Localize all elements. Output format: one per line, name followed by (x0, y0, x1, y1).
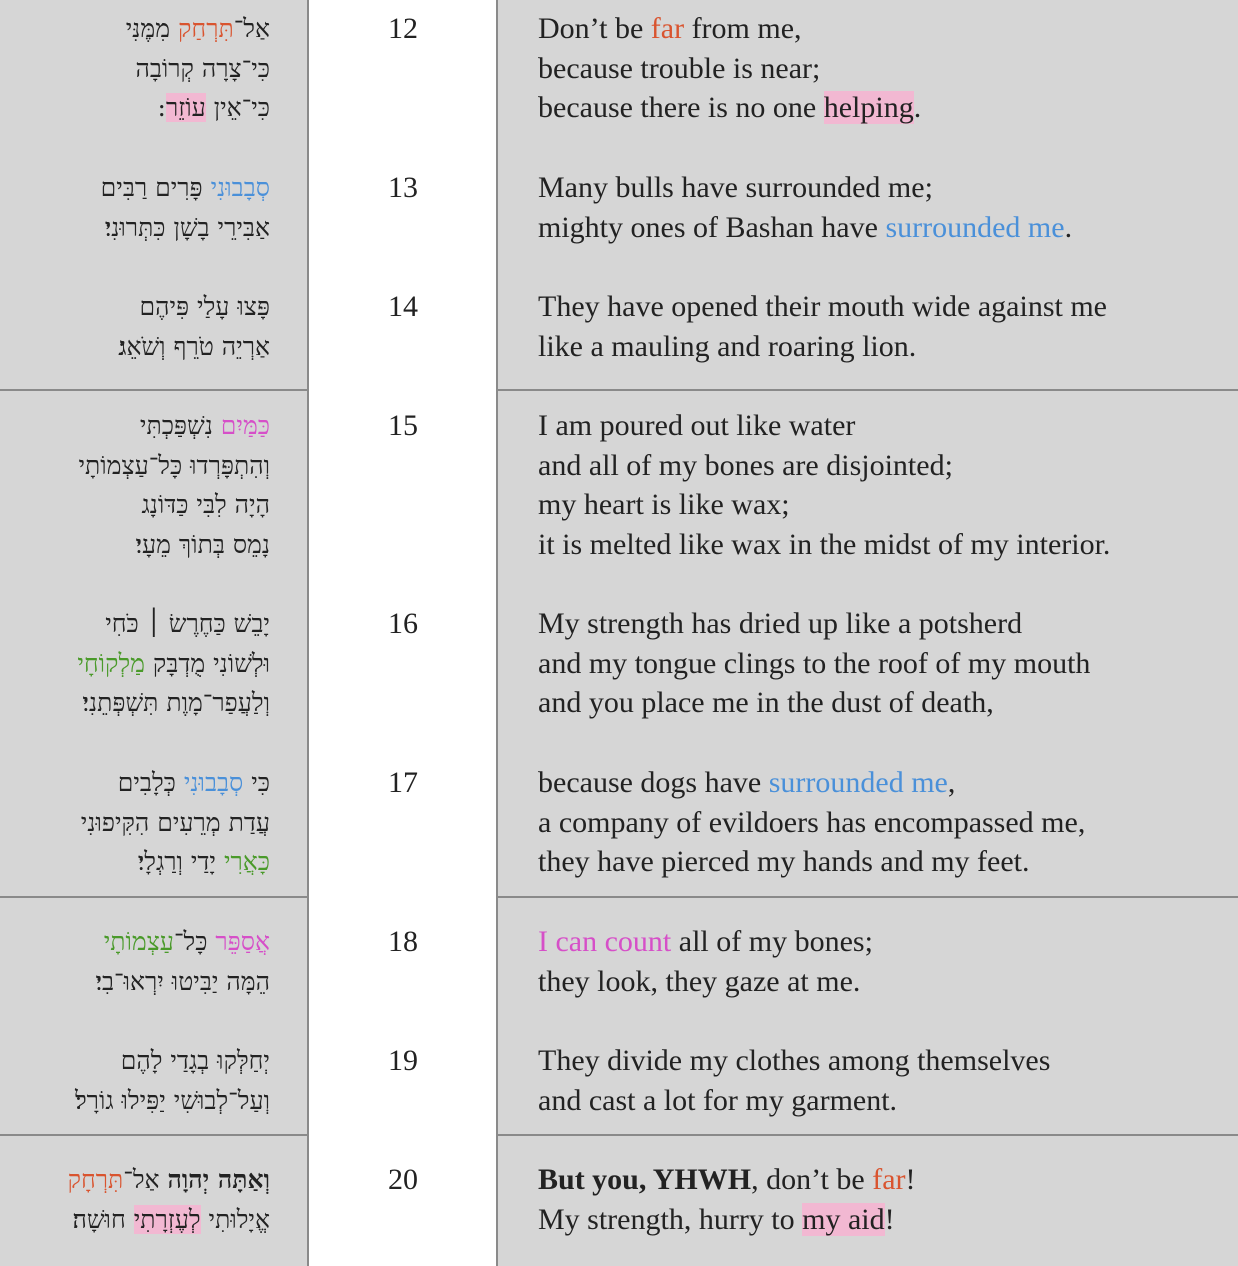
text-segment: אֱיָלוּתִי (200, 1204, 270, 1234)
text-segment: my heart is like wax; (538, 488, 790, 521)
highlighted-word: אֲסַפֵּר (215, 927, 270, 956)
text-segment: חוּשָׁה׃ (72, 1204, 134, 1234)
hebrew-text (0, 763, 270, 882)
text-segment: and you place me in the dust of death, (538, 686, 994, 719)
text-segment: מִמֶּנִּי (125, 14, 179, 43)
text-segment: . (1064, 210, 1073, 244)
hebrew-text (0, 922, 270, 1001)
text-segment: My strength, hurry to (538, 1202, 803, 1236)
highlighted-word: I can count (538, 925, 672, 958)
text-line (538, 922, 1228, 962)
text-line (538, 168, 1228, 208)
text-segment: ! (884, 1202, 895, 1236)
text-segment: because dogs have (538, 766, 769, 799)
text-line (0, 962, 270, 1002)
text-segment: נִשְׁפַּכְתִּי (139, 411, 221, 440)
english-translation (538, 604, 1228, 723)
verse-number: 13 (388, 171, 418, 204)
highlighted-word: לְעֶזְרָתִי (133, 1204, 201, 1234)
highlighted-word: תִּרְחַק (178, 14, 234, 43)
text-segment: ! (905, 1163, 916, 1196)
text-line (538, 1200, 1228, 1240)
text-segment: , (947, 766, 956, 799)
text-line (0, 1081, 270, 1121)
text-line (538, 9, 1228, 49)
text-line (0, 88, 270, 128)
text-segment: וְהִתְפָּרְדוּ כָּל־עַצְמוֹתָי (78, 450, 270, 480)
highlighted-word: surrounded me (768, 766, 948, 799)
text-line (0, 763, 270, 803)
text-line (538, 962, 1228, 1002)
text-segment: and cast a lot for my garment. (538, 1083, 898, 1117)
text-segment: כְּלָבִים (117, 768, 184, 797)
hebrew-text (0, 168, 270, 247)
text-line (538, 683, 1228, 723)
text-line (538, 1160, 1228, 1200)
text-line (0, 683, 270, 723)
text-line (538, 287, 1228, 327)
stanza-divider (0, 896, 309, 898)
stanza-divider (497, 389, 1238, 391)
text-segment: Don’t be (538, 12, 651, 45)
highlighted-word: וְאַתָּה יְהוָה (167, 1165, 270, 1194)
text-segment: My strength has dried up like a potsherd (538, 607, 1023, 640)
text-segment: because trouble is near; (538, 51, 821, 85)
text-line (538, 327, 1228, 367)
text-line (538, 406, 1228, 446)
text-segment: אַל־ (233, 14, 270, 43)
text-segment: and all of my bones are disjointed; (538, 448, 953, 482)
highlighted-word: כַּמַּיִם (220, 411, 270, 440)
text-line (538, 644, 1228, 684)
text-segment: and my tongue clings to the roof of my mouth (538, 646, 1091, 680)
verse-number: 20 (388, 1163, 418, 1196)
text-segment: כָּל־ (173, 927, 216, 956)
text-line (538, 842, 1228, 882)
text-line (0, 446, 270, 486)
highlighted-word: my aid (802, 1202, 885, 1236)
stanza-divider (0, 389, 309, 391)
text-segment: mighty ones of Bashan have (538, 210, 886, 244)
highlighted-word: surrounded me (885, 210, 1065, 244)
text-line (0, 485, 270, 525)
text-segment: פָּרִים רַבִּים (100, 173, 211, 202)
text-segment: וְלַעֲפַר־מָוֶת תִּשְׁפְּתֵנִי׃ (82, 688, 270, 717)
text-line (0, 327, 270, 367)
text-line (0, 9, 270, 49)
highlighted-word: But you, YHWH (538, 1163, 752, 1196)
highlighted-word: סְבָבוּנִי (183, 768, 244, 797)
highlighted-word: מַלְקוֹחָי (77, 648, 145, 678)
english-translation (538, 763, 1228, 882)
text-segment: They divide my clothes among themselves (538, 1044, 1051, 1077)
text-segment: יָדַי וְרַגְלָי׃ (137, 847, 224, 876)
english-translation (538, 406, 1228, 564)
highlighted-word: helping (823, 91, 914, 124)
text-segment: כִּי־אֵין (205, 93, 270, 122)
text-line (0, 1200, 270, 1240)
verse-number: 14 (388, 290, 418, 323)
english-translation (538, 1041, 1228, 1120)
verse-number: 16 (388, 607, 418, 640)
text-segment: . (913, 91, 922, 124)
text-line (538, 208, 1228, 248)
text-segment: וְעַל־לְבוּשִׁי יַפִּילוּ גוֹרָל׃ (74, 1085, 270, 1115)
verse-number: 19 (388, 1044, 418, 1077)
text-line (0, 525, 270, 565)
verse-number: 18 (388, 925, 418, 958)
text-line (538, 88, 1228, 128)
text-segment: וּלְשׁוֹנִי מֻדְבָּק (144, 648, 270, 678)
text-line (0, 208, 270, 248)
highlighted-word: עַצְמוֹתָי (103, 927, 174, 956)
text-segment: אַבִּירֵי בָשָׁן כִּתְּרוּנִי׃ (104, 212, 270, 242)
text-segment: הֵמָּה יַבִּיטוּ יִרְאוּ־בִי׃ (95, 966, 270, 996)
text-line (538, 49, 1228, 89)
verse-number: 15 (388, 409, 418, 442)
text-line (538, 763, 1228, 803)
hebrew-text (0, 287, 270, 366)
text-segment: I am poured out like water (538, 409, 856, 442)
text-segment: כִּי (243, 768, 270, 797)
text-segment: יְחַלְּקוּ בְגָדַי לָהֶם (120, 1046, 270, 1075)
text-line (0, 1041, 270, 1081)
text-segment: אַרְיֵה טֹרֵף וְשֹׁאֵג׃ (118, 331, 270, 361)
text-line (0, 842, 270, 882)
text-segment: : (157, 93, 166, 122)
text-line (538, 1081, 1228, 1121)
english-translation (538, 1160, 1228, 1239)
text-segment: הָיָה לִבִּי כַּדּוֹנָג (141, 490, 270, 519)
text-segment: פָּצוּ עָלַי פִּיהֶם (139, 292, 270, 321)
highlighted-word: עוֹזֵר (165, 93, 206, 122)
text-line (538, 485, 1228, 525)
english-translation (538, 9, 1228, 128)
english-translation (538, 168, 1228, 247)
stanza-divider (0, 1134, 309, 1136)
text-segment: they look, they gaze at me. (538, 964, 861, 998)
verse-number: 12 (388, 12, 418, 45)
highlighted-word: תִּרְחָק (67, 1165, 124, 1194)
stanza-divider (497, 896, 1238, 898)
text-segment: Many bulls have surrounded me; (538, 171, 933, 204)
text-segment: it is melted like wax in the midst of my interior. (538, 527, 1111, 561)
highlighted-word: כָּאֲרִי (223, 847, 270, 876)
text-segment: They have opened their mouth wide against me (538, 290, 1107, 323)
text-segment: יָבֵשׁ כַּחֶרֶשׂ ׀ כֹּחִי (105, 609, 270, 638)
english-translation (538, 922, 1228, 1001)
highlighted-word: far (872, 1163, 906, 1196)
text-line (0, 168, 270, 208)
hebrew-text (0, 1041, 270, 1120)
hebrew-text (0, 406, 270, 564)
text-line (0, 644, 270, 684)
text-line (0, 604, 270, 644)
text-segment: כִּי־צָרָה קְרוֹבָה (135, 53, 270, 83)
text-line (0, 803, 270, 843)
text-line (0, 287, 270, 327)
text-segment: אַל־ (123, 1165, 168, 1194)
text-segment: because there is no one (538, 91, 824, 124)
text-segment: all of my bones; (671, 925, 873, 958)
verse-number: 17 (388, 766, 418, 799)
text-line (0, 1160, 270, 1200)
hebrew-text (0, 604, 270, 723)
text-segment: like a mauling and roaring lion. (538, 329, 917, 363)
text-segment: נָמֵס בְּתוֹךְ מֵעָי׃ (135, 529, 270, 559)
text-line (538, 803, 1228, 843)
text-line (538, 525, 1228, 565)
highlighted-word: סְבָבוּנִי (210, 173, 270, 202)
text-line (0, 406, 270, 446)
text-segment: עֲדַת מְרֵעִים הִקִּיפוּנִי (80, 807, 270, 837)
text-segment: a company of evildoers has encompassed me, (538, 805, 1086, 839)
stanza-divider (497, 1134, 1238, 1136)
text-line (538, 446, 1228, 486)
text-line (0, 922, 270, 962)
hebrew-text (0, 9, 270, 128)
text-line (538, 604, 1228, 644)
english-translation (538, 287, 1228, 366)
hebrew-text (0, 1160, 270, 1239)
text-segment: , don’t be (751, 1163, 873, 1196)
text-line (0, 49, 270, 89)
text-segment: they have pierced my hands and my feet. (538, 845, 1030, 878)
text-segment: from me, (684, 12, 802, 45)
highlighted-word: far (650, 12, 685, 45)
text-line (538, 1041, 1228, 1081)
